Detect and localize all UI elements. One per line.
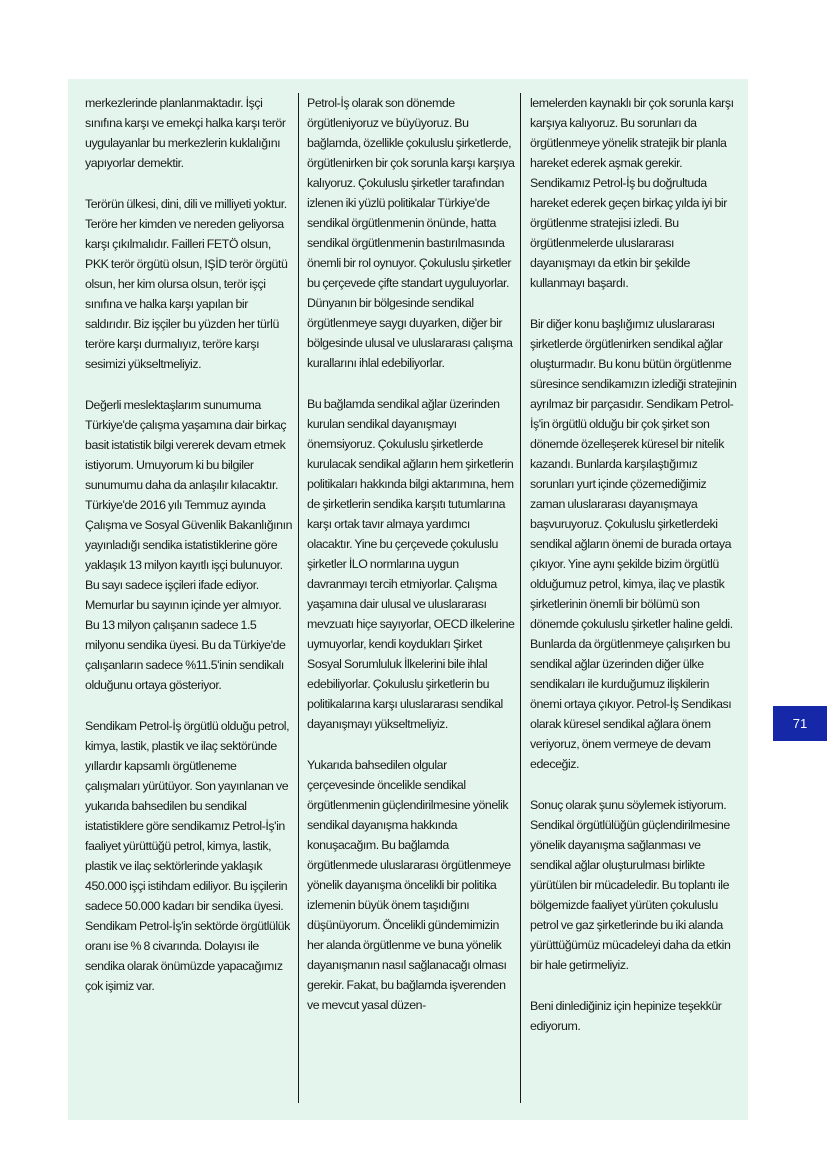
- text-column-3: [530, 93, 738, 1057]
- paragraph: Sendikam Petrol-İş örgütlü olduğu petrol, kimya, lastik, plastik ve ilaç sektöründe yıllardır kapsamlı örgütleneme çalışmaları yürütüyor. Son yayınlanan ve yukarıda bahsedilen bu sendikal istatistiklere göre sendikamız Petrol-İş'in faaliyet yürüttüğü petrol, kimya, lastik, plastik ve ilaç sektörlerinde yaklaşık 450.000 işçi istihdam ediliyor. Bu işçilerin sadece 50.000 kadarı bir sendika üyesi. Sendikam Petrol-İş'in sektörde örgütlülük oranı ise % 8 civarında. Dolayısı ile sendika olarak önümüzde yapacağımız çok işimiz var.: [85, 719, 290, 993]
- text-column-2: [307, 93, 515, 1036]
- paragraph: Beni dinlediğiniz için hepinize teşekkür ediyorum.: [530, 999, 722, 1033]
- paragraph: Değerli meslektaşlarım sunumuma Türkiye'de çalışma yaşamına dair birkaç basit istatistik bilgi vererek devam etmek istiyorum. Umuyorum ki bu bilgiler sunumumu daha da anlaşılır kılacaktır. Türkiye'de 2016 yılı Temmuz ayında Çalışma ve Sosyal Güvenlik Bakanlığının yayınladığı sendika istatistiklerine göre yaklaşık 13 milyon kayıtlı işçi bulunuyor. Bu sayı sadece işçileri ifade ediyor. Memurlar bu sayının içinde yer almıyor. Bu 13 milyon çalışanın sadece 1.5 milyonu sendika üyesi. Bu da Türkiye'de çalışanların sadece %11.5'inin sendikalı olduğunu ortaya gösteriyor.: [85, 398, 293, 692]
- paragraph: Terörün ülkesi, dini, dili ve milliyeti yoktur. Teröre her kimden ve nereden geliyorsa karşı çıkılmalıdır. Failleri FETÖ olsun, PKK terör örgütü olsun, IŞİD terör örgütü olsun, her kim olursa olsun, terör işçi sınıfına ve halka karşı yapılan bir saldırıdır. Biz işçiler bu yüzden her türlü teröre karşı durmalıyız, teröre karşı sesimizi yükseltmeliyiz.: [85, 197, 288, 371]
- text-column-1: [85, 93, 293, 1017]
- paragraph: Yukarıda bahsedilen olgular çerçevesinde öncelikle sendikal örgütlenmenin güçlendirilmesine yönelik sendikal dayanışma hakkında konuşacağım. Bu bağlamda örgütlenmede uluslararası örgütlenmeye yönelik dayanışma öncelikli bir politika izlemenin büyük önem taşıdığını düşünüyorum. Öncelikli gündemimizin her alanda örgütlenme ve buna yönelik dayanışmanın nasıl sağlanacağı olması gerekir. Fakat, bu bağlamda işverenden ve mevcut yasal düzen-: [307, 758, 511, 1012]
- column-divider: [520, 93, 521, 1103]
- paragraph: lemelerden kaynaklı bir çok sorunla karşı karşıya kalıyoruz. Bu sorunları da örgütlenmeye yönelik stratejik bir planla hareket ederek aşmak gerekir. Sendikamız Petrol-İş bu doğrultuda hareket ederek geçen birkaç yılda iyi bir örgütlenme stratejisi izledi. Bu örgütlenmelerde uluslararası dayanışmayı da etkin bir şekilde kullanmayı başardı.: [530, 96, 734, 290]
- paragraph: Sonuç olarak şunu söylemek istiyorum. Sendikal örgütlülüğün güçlendirilmesine yönelik dayanışma sağlanması ve sendikal ağlar oluşturulması birlikte yürütülen bir mücadeledir. Bu toplantı ile bölgemizde faaliyet yürüten çokuluslu petrol ve gaz şirketlerinde bu iki alanda yürüttüğümüz mücadeleyi daha da etkin bir hale getirmeliyiz.: [530, 798, 731, 972]
- page-number-tab: 71: [773, 706, 827, 741]
- column-divider: [298, 93, 299, 1103]
- paragraph: Bu bağlamda sendikal ağlar üzerinden kurulan sendikal dayanışmayı önemsiyoruz. Çokuluslu şirketlerde kurulacak sendikal ağların hem şirketlerin politikaları hakkında bilgi aktarımına, hem de şirketlerin sendika karşıtı tutumlarına karşı ortak tavır almaya yardımcı olacaktır. Yine bu çerçevede çokuluslu şirketler İLO normlarına uygun davranmayı tercih etmiyorlar. Çalışma yaşamına dair ulusal ve uluslararası mevzuatı hiçe sayıyorlar, OECD ilkelerine uymuyorlar, kendi koydukları Şirket Sosyal Sorumluluk İlkelerini bile ihlal edebiliyorlar. Çokuluslu şirketlerin bu politikalarına karşı uluslararası sendikal dayanışmayı yükseltmeliyiz.: [307, 397, 515, 731]
- paragraph: merkezlerinde planlanmaktadır. İşçi sınıfına karşı ve emekçi halka karşı terör uygulayanlar bu merkezlerin kuklalığını yapıyorlar demektir.: [85, 96, 286, 170]
- paragraph: Petrol-İş olarak son dönemde örgütleniyoruz ve büyüyoruz. Bu bağlamda, özellikle çokuluslu şirketlerde, örgütlenirken bir çok sorunla karşı karşıya kalıyoruz. Çokuluslu şirketler tarafından izlenen iki yüzlü politikalar Türkiye'de sendikal örgütlenmenin önünde, hatta sendikal örgütlenmenin bastırılmasında önemli bir rol oynuyor. Çokuluslu şirketler bu çerçevede çifte standart uyguluyorlar. Dünyanın bir bölgesinde sendikal örgütlenmeye saygı duyarken, diğer bir bölgesinde ulusal ve uluslararası çalışma kurallarını ihlal edebiliyorlar.: [307, 96, 515, 370]
- paragraph: Bir diğer konu başlığımız uluslararası şirketlerde örgütlenirken sendikal ağlar oluşturmadır. Bu konu bütün örgütlenme süresince sendikamızın izlediği stratejinin ayrılmaz bir parçasıdır. Sendikam Petrol-İş'in örgütlü olduğu bir çok şirket son dönemde özelleşerek küresel bir nitelik kazandı. Bunlarda karşılaştığımız sorunları yurt içinde çözemediğimiz zaman uluslararası dayanışmaya başvuruyoruz. Çokuluslu şirketlerdeki sendikal ağların önemi de burada ortaya çıkıyor. Yine aynı şekilde bizim örgütlü olduğumuz petrol, kimya, ilaç ve plastik şirketlerinin önemli bir bölümü son dönemde çokuluslu şirketler haline geldi. Bunlarda da örgütlenmeye çalışırken bu sendikal ağlar üzerinden diğer ülke sendikaları ile kurduğumuz ilişkilerin önemi ortaya çıkıyor. Petrol-İş Sendikası olarak küresel sendikal ağlara önem veriyoruz, önem vermeye de devam edeceğiz.: [530, 317, 737, 771]
